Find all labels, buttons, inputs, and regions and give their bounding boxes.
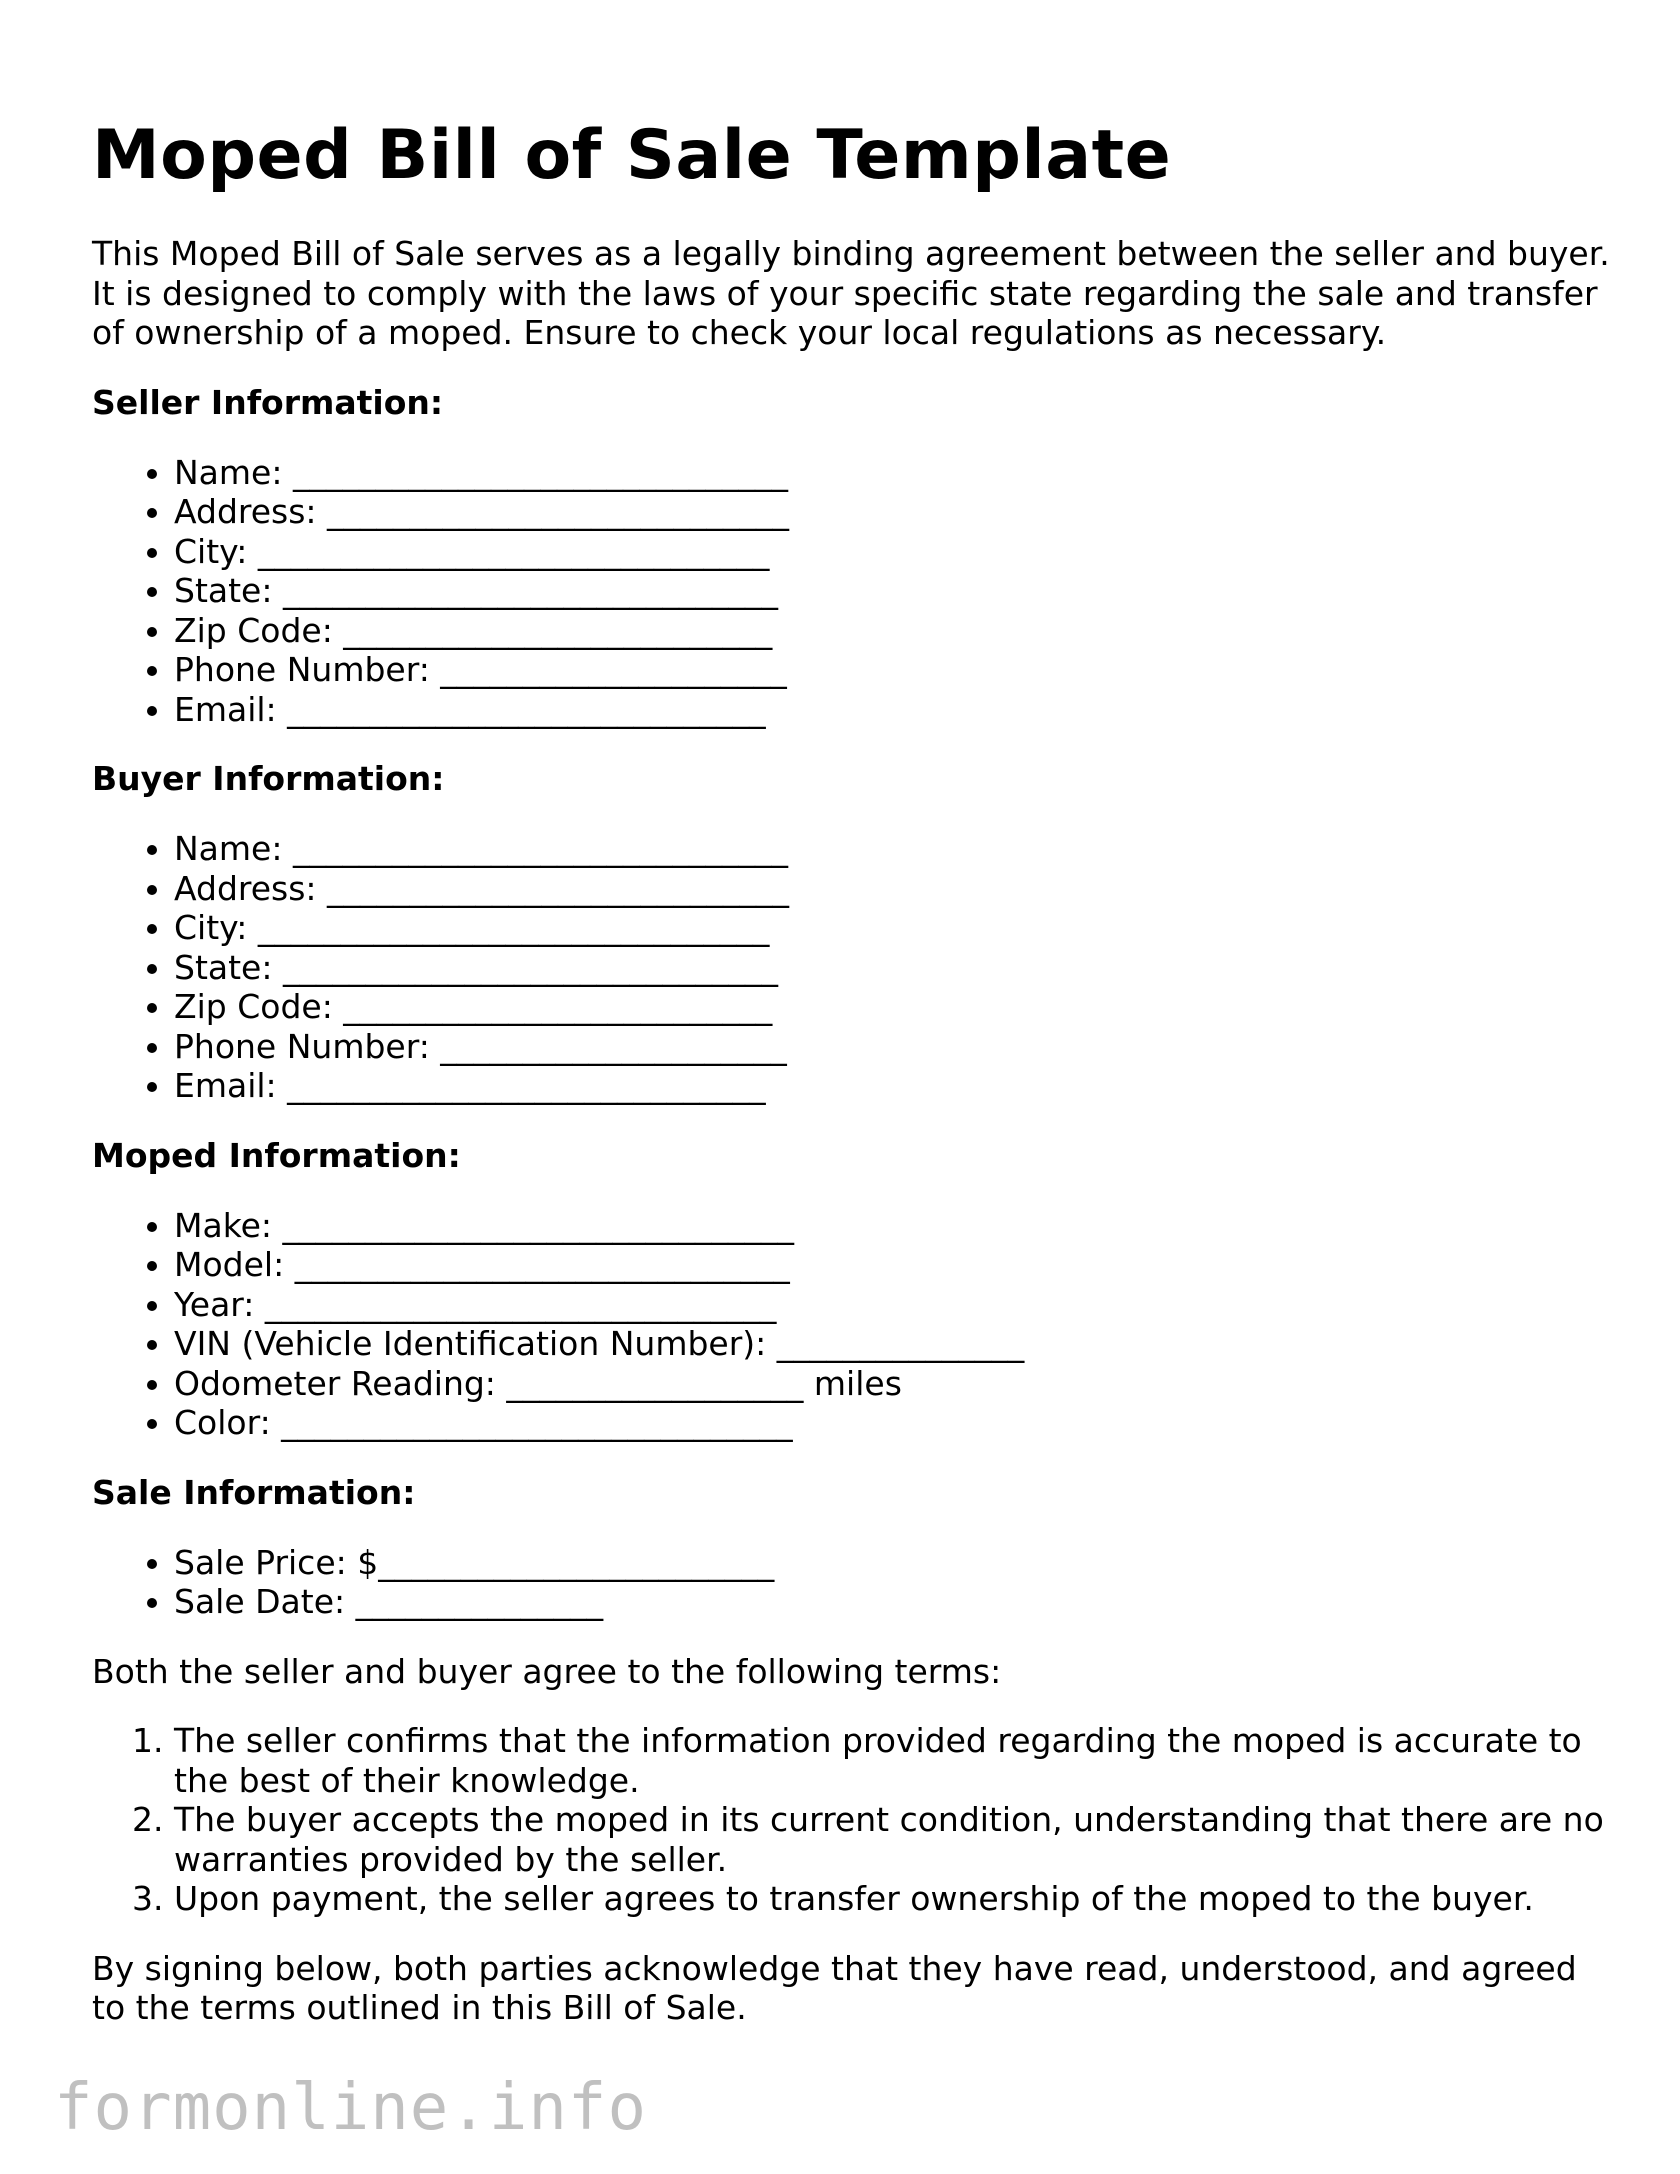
document-page [92, 112, 1612, 2058]
seller-email-field: • Email: _____________________________ [174, 690, 1612, 730]
intro-paragraph: This Moped Bill of Sale serves as a legally binding agreement between the seller and buyer. It is designed to comply with the laws of your specific state regarding the sale and transfer of ownership of a moped. Ensure to check your local regulations as necessary. [92, 234, 1610, 352]
term-item: 1. The seller confirms that the information provided regarding the moped is accurate to the best of their knowledge. [174, 1721, 1612, 1800]
sale-price-field: • Sale Price: $________________________ [174, 1543, 1612, 1583]
buyer-email-field: • Email: _____________________________ [174, 1066, 1612, 1106]
moped-fields-list [92, 1206, 1612, 1443]
terms-list [92, 1721, 1612, 1919]
moped-year-field: • Year: _______________________________ [174, 1285, 1612, 1325]
sale-heading: Sale Information: [92, 1472, 416, 1512]
moped-heading: Moped Information: [92, 1135, 461, 1175]
seller-fields-list [92, 453, 1612, 730]
moped-make-field: • Make: _______________________________ [174, 1206, 1612, 1246]
sale-fields-list [92, 1543, 1612, 1622]
seller-phone-field: • Phone Number: _____________________ [174, 650, 1612, 690]
seller-address-field: • Address: ____________________________ [174, 492, 1612, 532]
page-title: Moped Bill of Sale Template [92, 116, 1172, 195]
buyer-phone-field: • Phone Number: _____________________ [174, 1027, 1612, 1067]
sale-date-field: • Sale Date: _______________ [174, 1582, 1612, 1622]
buyer-zip-field: • Zip Code: __________________________ [174, 987, 1612, 1027]
moped-model-field: • Model: ______________________________ [174, 1245, 1612, 1285]
terms-intro: Both the seller and buyer agree to the following terms: [92, 1651, 1002, 1691]
watermark-text: formonline.info [54, 2071, 647, 2145]
buyer-address-field: • Address: ____________________________ [174, 869, 1612, 909]
seller-heading: Seller Information: [92, 382, 444, 422]
buyer-name-field: • Name: ______________________________ [174, 829, 1612, 869]
seller-zip-field: • Zip Code: __________________________ [174, 611, 1612, 651]
moped-color-field: • Color: _______________________________ [174, 1403, 1612, 1443]
term-item: 2. The buyer accepts the moped in its current condition, understanding that there are no warranties provided by the seller. [174, 1800, 1612, 1879]
moped-vin-field: • VIN (Vehicle Identification Number): _______________ [174, 1324, 1612, 1364]
seller-name-field: • Name: ______________________________ [174, 453, 1612, 493]
seller-state-field: • State: ______________________________ [174, 571, 1612, 611]
buyer-state-field: • State: ______________________________ [174, 948, 1612, 988]
seller-city-field: • City: _______________________________ [174, 532, 1612, 572]
closing-paragraph: By signing below, both parties acknowledge that they have read, understood, and agreed to the terms outlined in this Bill of Sale. [92, 1948, 1577, 2027]
term-item: 3. Upon payment, the seller agrees to transfer ownership of the moped to the buyer. [174, 1879, 1612, 1919]
buyer-city-field: • City: _______________________________ [174, 908, 1612, 948]
moped-odometer-field: • Odometer Reading: __________________ miles [174, 1364, 1612, 1404]
buyer-fields-list [92, 829, 1612, 1106]
buyer-heading: Buyer Information: [92, 759, 445, 798]
